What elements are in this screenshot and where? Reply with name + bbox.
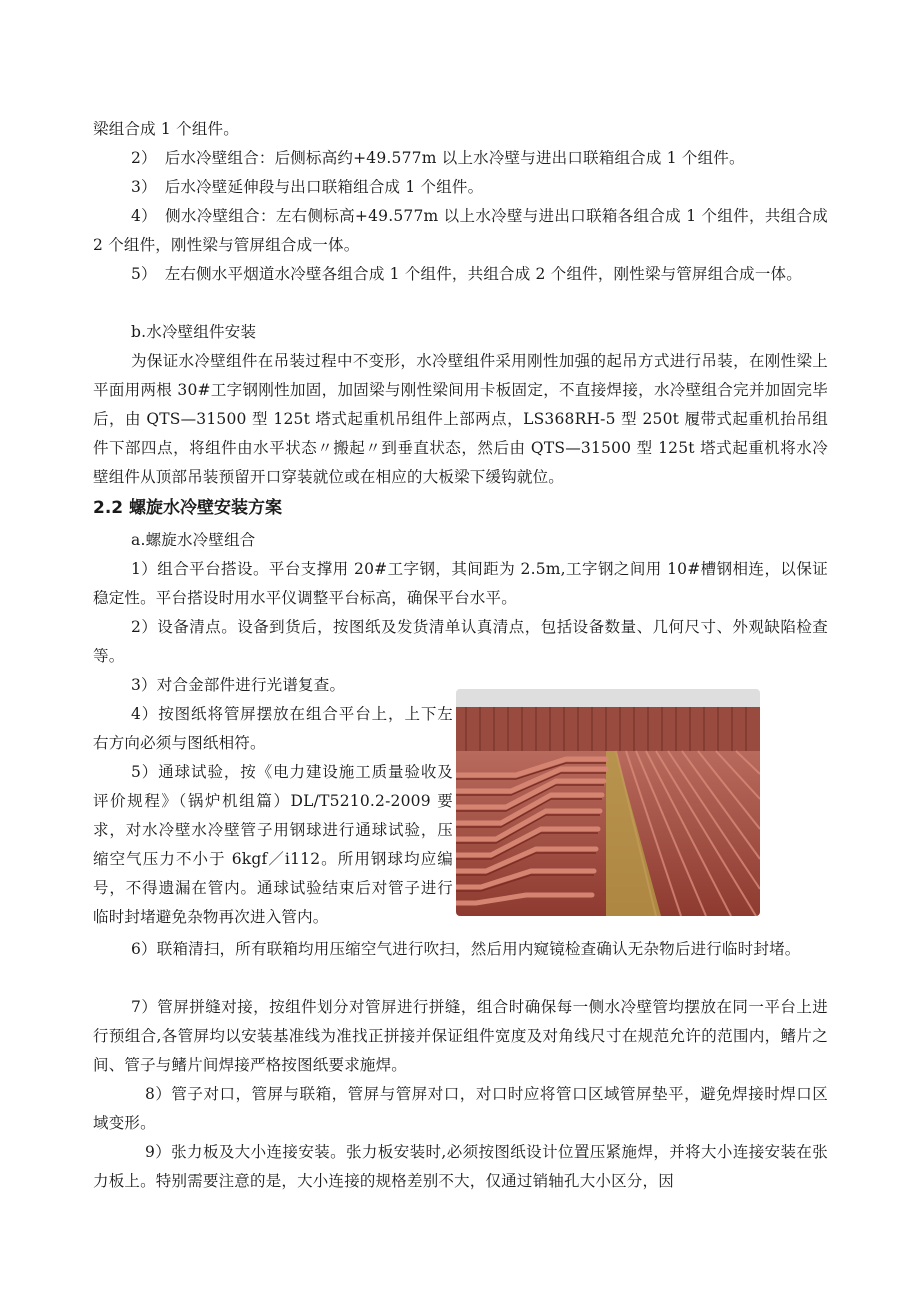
step-3: 3）对合金部件进行光谱复查。 bbox=[131, 676, 346, 694]
step-1: 1）组合平台搭设。平台支撑用 20#工字钢，其间距为 2.5m,工字钢之间用 10#槽钢相连，以保证稳定性。平台搭设时用水平仪调整平台标高，确保平台水平。 bbox=[93, 560, 828, 607]
step-9: 9）张力板及大小连接安装。张力板安装时,必须按图纸设计位置压紧施焊，并将大小连接安装在张力板上。特别需要注意的是，大小连接的规格差别不大，仅通过销轴孔大小区分，因 bbox=[93, 1143, 828, 1190]
list-item-2: 2） 后水冷壁组合：后侧标高约+49.577m 以上水冷壁与进出口联箱组合成 1 个组件。 bbox=[131, 149, 745, 167]
paragraph-1: 梁组合成 1 个组件。 bbox=[93, 120, 239, 138]
subsection-a-title: a.螺旋水冷壁组合 bbox=[131, 531, 256, 549]
step-8: 8）管子对口，管屏与联箱，管屏与管屏对口，对口时应将管口区域管屏垫平，避免焊接时焊口区域变形。 bbox=[93, 1085, 828, 1132]
subsection-b-title: b.水冷壁组件安装 bbox=[131, 323, 257, 341]
tube-panel-illustration bbox=[456, 689, 760, 916]
paragraph-lifting: 为保证水冷壁组件在吊装过程中不变形，水冷壁组件采用刚性加强的起吊方式进行吊装，在刚性梁上平面用两根 30#工字钢刚性加固，加固梁与刚性梁间用卡板固定，不直接焊接，水冷壁组合完并加固完毕后，由 QTS—31500 型 125t 塔式起重机吊组件上部两点，LS368RH-5 型 250t 履带式起重机抬吊组件下部四点，将组件由水平状态〃搬起〃到垂直状态，然后由 QTS—31500 型 125t 塔式起重机将水冷壁组件从顶部吊装预留开口穿装就位或在相应的大板梁下缓钩就位。 bbox=[93, 352, 828, 486]
step-2: 2）设备清点。设备到货后，按图纸及发货清单认真清点，包括设备数量、几何尺寸、外观缺陷检查等。 bbox=[93, 618, 828, 665]
list-item-3: 3） 后水冷壁延伸段与出口联箱组合成 1 个组件。 bbox=[131, 178, 484, 196]
list-item-5: 5） 左右侧水平烟道水冷壁各组合成 1 个组件，共组合成 2 个组件，刚性梁与管屏组合成一体。 bbox=[131, 265, 802, 283]
step-6: 6）联箱清扫，所有联箱均用压缩空气进行吹扫，然后用内窥镜检查确认无杂物后进行临时封堵。 bbox=[131, 940, 801, 958]
step-4: 4）按图纸将管屏摆放在组合平台上，上下左右方向必须与图纸相符。 bbox=[93, 705, 453, 752]
water-wall-panel-photo bbox=[456, 689, 760, 916]
section-heading-2-2: 2.2 螺旋水冷壁安装方案 bbox=[93, 498, 283, 518]
step-5: 5）通球试验，按《电力建设施工质量验收及评价规程》（锅炉机组篇）DL/T5210.2-2009 要求，对水冷壁水冷壁管子用钢球进行通球试验，压缩空气压力不小于 6kgf／i112。所用钢球均应编号，不得遗漏在管内。通球试验结束后对管子进行临时封堵避免杂物再次进入管内。 bbox=[93, 763, 453, 926]
step-7: 7）管屏拼缝对接，按组件划分对管屏进行拼缝，组合时确保每一侧水冷壁管均摆放在同一平台上进行预组合,各管屏均以安装基准线为准找正拼接并保证组件宽度及对角线尺寸在规范允许的范围内，鳍片之间、管子与鳍片间焊接严格按图纸要求施焊。 bbox=[93, 998, 828, 1074]
list-item-4: 4） 侧水冷壁组合：左右侧标高+49.577m 以上水冷壁与进出口联箱各组合成 1 个组件，共组合成 2 个组件，刚性梁与管屏组合成一体。 bbox=[93, 207, 828, 254]
